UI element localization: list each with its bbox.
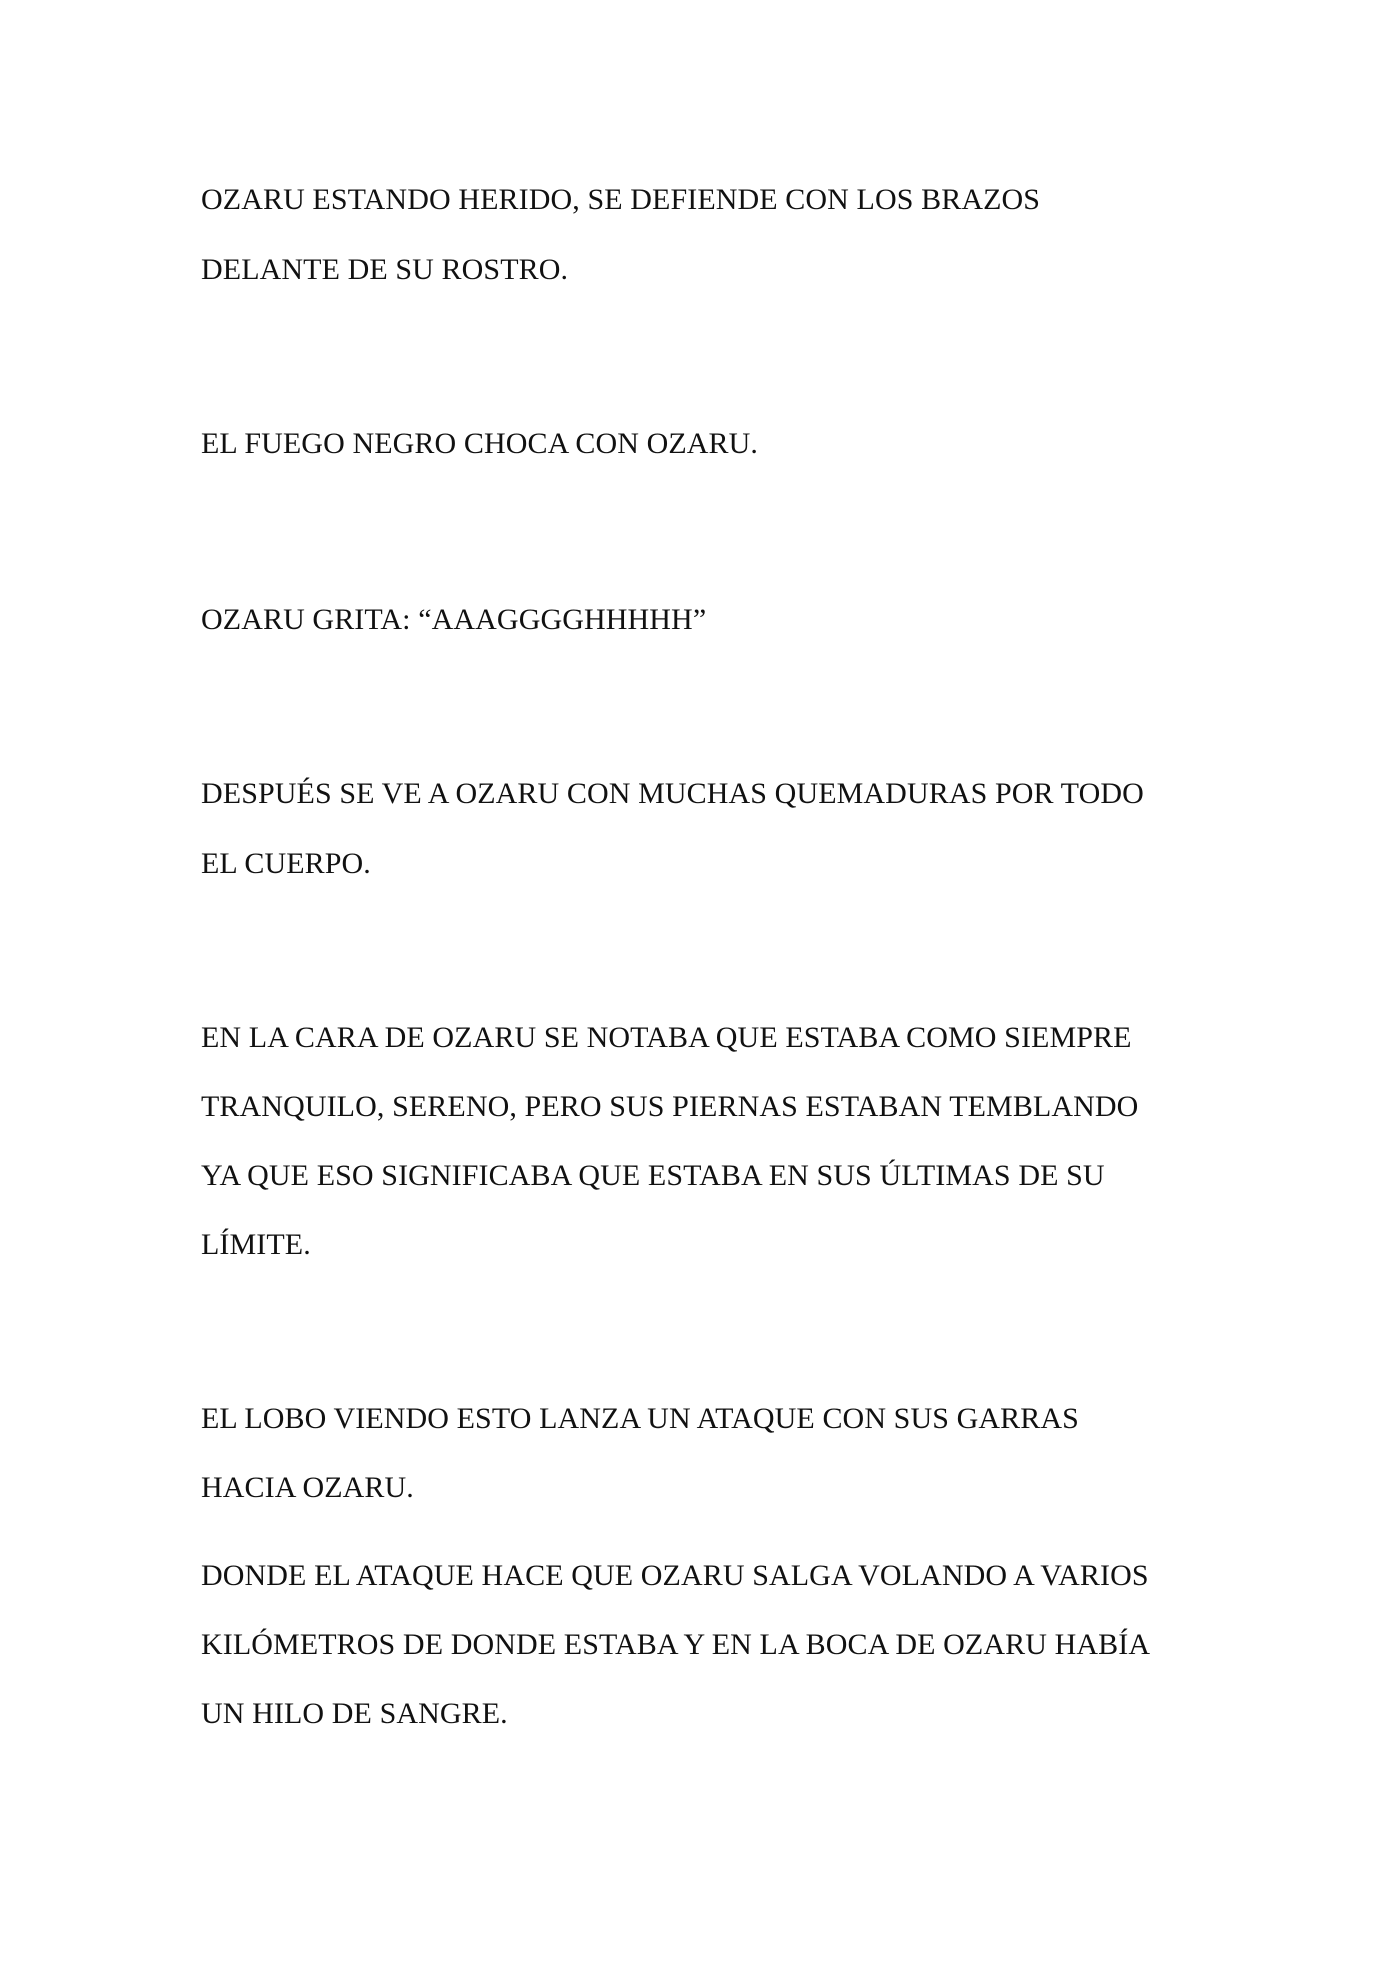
paragraph-3-line-1: OZARU GRITA: “AAAGGGGHHHHH” [201,603,707,636]
paragraph-6-line-2: HACIA OZARU. [201,1471,414,1504]
paragraph-7-line-3: UN HILO DE SANGRE. [201,1697,508,1730]
paragraph-1-line-2: DELANTE DE SU ROSTRO. [201,253,569,286]
paragraph-1-line-1: OZARU ESTANDO HERIDO, SE DEFIENDE CON LOS BRAZOS [201,183,1041,216]
paragraph-5-line-2: TRANQUILO, SERENO, PERO SUS PIERNAS ESTABAN TEMBLANDO [201,1090,1139,1123]
paragraph-4-line-1: DESPUÉS SE VE A OZARU CON MUCHAS QUEMADURAS POR TODO [201,777,1144,810]
paragraph-5-line-1: EN LA CARA DE OZARU SE NOTABA QUE ESTABA COMO SIEMPRE [201,1021,1132,1054]
paragraph-6-line-1: EL LOBO VIENDO ESTO LANZA UN ATAQUE CON SUS GARRAS [201,1402,1079,1435]
paragraph-5-line-4: LÍMITE. [201,1228,311,1261]
paragraph-2-line-1: EL FUEGO NEGRO CHOCA CON OZARU. [201,427,759,460]
paragraph-5-line-3: YA QUE ESO SIGNIFICABA QUE ESTABA EN SUS ÚLTIMAS DE SU [201,1159,1105,1192]
paragraph-4-line-2: EL CUERPO. [201,847,371,880]
paragraph-7-line-1: DONDE EL ATAQUE HACE QUE OZARU SALGA VOLANDO A VARIOS [201,1559,1149,1592]
paragraph-7-line-2: KILÓMETROS DE DONDE ESTABA Y EN LA BOCA DE OZARU HABÍA [201,1628,1151,1661]
